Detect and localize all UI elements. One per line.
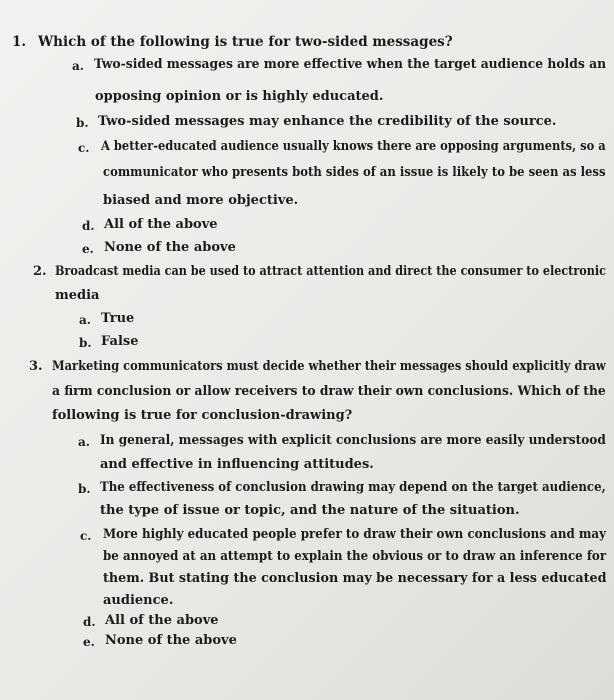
q3-option-b-text: the type of issue or topic, and the nature of the situation. <box>100 503 520 518</box>
question-2-text: media <box>55 288 100 303</box>
q1-option-c-text: A better-educated audience usually knows there are opposing arguments, so a <box>101 139 606 154</box>
q1-option-a-label: a. <box>72 59 84 73</box>
q3-option-a-text: In general, messages with explicit conclusions are more easily understood <box>100 433 606 448</box>
q3-option-e-label: e. <box>83 635 95 649</box>
q1-option-b-label: b. <box>76 116 89 130</box>
q1-option-e-label: e. <box>82 242 94 256</box>
q3-option-e-text: None of the above <box>105 633 237 648</box>
q3-option-b-text: The effectiveness of conclusion drawing may depend on the target audience, <box>100 480 606 495</box>
q3-option-a-label: a. <box>78 435 90 449</box>
q1-option-d-label: d. <box>82 219 95 233</box>
q1-option-c-label: c. <box>78 141 90 155</box>
question-2-number: 2. <box>33 264 47 279</box>
q1-option-a-text: Two-sided messages are more effective when the target audience holds an <box>94 57 607 72</box>
q1-option-d-text: All of the above <box>104 217 218 232</box>
question-3-text: Marketing communicators must decide whether their messages should explicitly draw <box>52 359 606 374</box>
question-3-number: 3. <box>29 359 43 374</box>
q3-option-c-text: More highly educated people prefer to draw their own conclusions and may <box>103 527 607 542</box>
q3-option-d-label: d. <box>83 615 96 629</box>
q2-option-b-text: False <box>101 334 139 349</box>
q3-option-a-text: and effective in influencing attitudes. <box>100 457 374 472</box>
q3-option-c-label: c. <box>80 529 92 543</box>
q1-option-b-text: Two-sided messages may enhance the credibility of the source. <box>98 114 557 129</box>
q1-option-c-text: communicator who presents both sides of an issue is likely to be seen as less <box>103 165 606 180</box>
q3-option-c-text: audience. <box>103 593 174 608</box>
q2-option-b-label: b. <box>79 336 92 350</box>
q2-option-a-text: True <box>101 311 135 326</box>
q3-option-d-text: All of the above <box>105 613 219 628</box>
question-3-text: a firm conclusion or allow receivers to draw their own conclusions. Which of the <box>52 384 606 399</box>
question-1-number: 1. <box>12 34 27 50</box>
question-3-text: following is true for conclusion-drawing? <box>52 408 353 423</box>
question-1-text: Which of the following is true for two-sided messages? <box>38 34 453 50</box>
q1-option-e-text: None of the above <box>104 240 236 255</box>
q3-option-c-text: them. But stating the conclusion may be necessary for a less educated <box>103 571 607 586</box>
q3-option-c-text: be annoyed at an attempt to explain the obvious or to draw an inference for <box>103 549 607 564</box>
q3-option-b-label: b. <box>78 482 91 496</box>
question-2-text: Broadcast media can be used to attract attention and direct the consumer to electronic <box>55 264 606 279</box>
q1-option-a-text: opposing opinion or is highly educated. <box>95 89 384 104</box>
q2-option-a-label: a. <box>79 313 91 327</box>
q1-option-c-text: biased and more objective. <box>103 193 299 208</box>
